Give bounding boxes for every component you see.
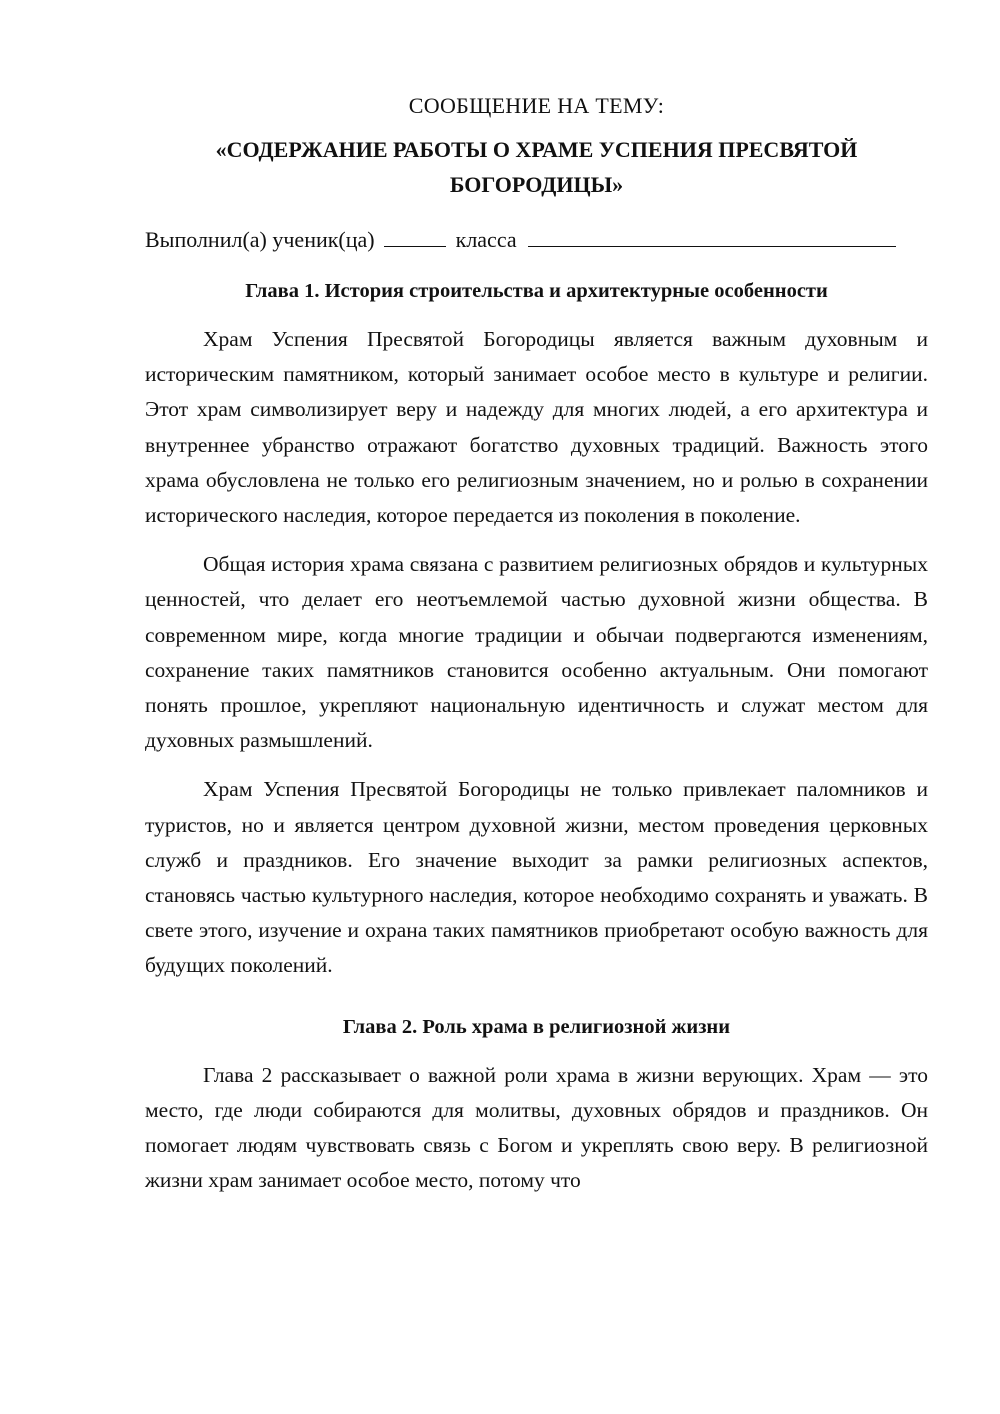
- chapter-2: [145, 1010, 928, 1199]
- chapter-2-heading: Глава 2. Роль храма в религиозной жизни: [342, 1015, 731, 1038]
- class-label: класса: [455, 227, 517, 252]
- document-main-title: «СОДЕРЖАНИЕ РАБОТЫ О ХРАМЕ УСПЕНИЯ ПРЕСВЯТОЙ БОГОРОДИЦЫ»: [215, 137, 858, 197]
- grade-blank-field: [384, 226, 446, 247]
- chapter-1-paragraph-3: Храм Успения Пресвятой Богородицы не только привлекает паломников и туристов, но и является центром духовной жизни, местом проведения церковных служб и праздников. Его значение выходит за рамки религиозных аспектов, становясь частью культурного наследия, которое необходимо сохранять и уважать. В свете этого, изучение и охрана таких памятников приобретают особую важность для будущих поколений.: [145, 777, 928, 978]
- name-blank-field: [528, 226, 896, 247]
- chapter-1: [145, 274, 928, 984]
- chapter-1-heading: Глава 1. История строительства и архитектурные особенности: [245, 280, 828, 302]
- chapter-2-paragraph-1: Глава 2 рассказывает о важной роли храма в жизни верующих. Храм — это место, где люди собираются для молитвы, духовных обрядов и праздников. Он помогает людям чувствовать связь с Богом и укреплять свою веру. В религиозной жизни храм занимает особое место, потому что: [145, 1062, 928, 1193]
- performed-by-label: Выполнил(а) ученик(ца): [145, 227, 375, 252]
- author-byline: [145, 224, 928, 256]
- chapter-1-paragraph-1: Храм Успения Пресвятой Богородицы является важным духовным и историческим памятником, который занимает особое место в культуре и религии. Этот храм символизирует веру и надежду для многих людей, а его архитектура и внутреннее убранство отражают богатство духовных традиций. Важность этого храма обусловлена не только его религиозным значением, но и ролью в сохранении исторического наследия, которое передается из поколения в поколение.: [145, 327, 928, 528]
- document-pre-title: СООБЩЕНИЕ НА ТЕМУ:: [408, 93, 665, 118]
- chapter-1-paragraph-2: Общая история храма связана с развитием религиозных обрядов и культурных ценностей, что делает его неотъемлемой частью духовной жизни общества. В современном мире, когда многие традиции и обычаи подвергаются изменениям, сохранение таких памятников становится особенно актуальным. Они помогают понять прошлое, укрепляют национальную идентичность и служат местом для духовных размышлений.: [145, 552, 928, 753]
